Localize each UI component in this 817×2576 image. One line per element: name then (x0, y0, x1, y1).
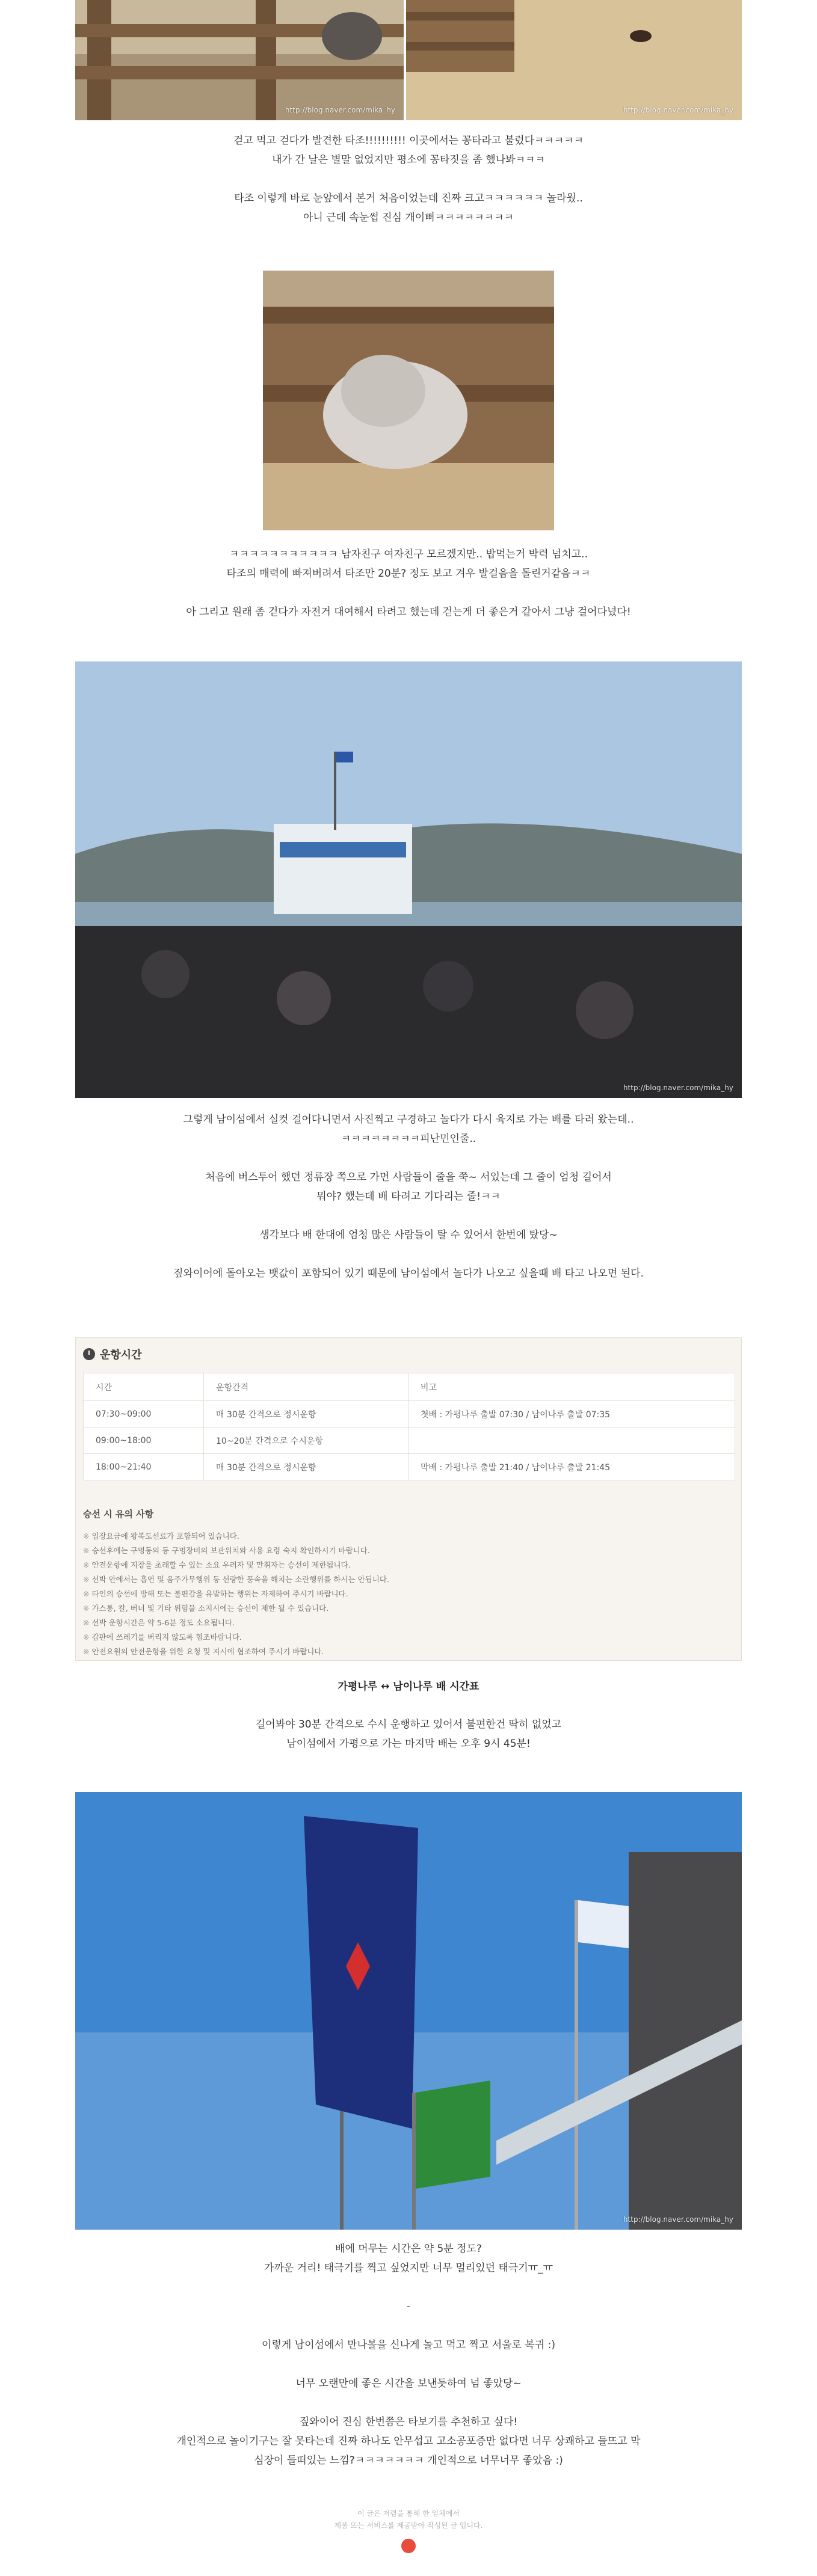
photo-ostrich-fence (75, 0, 404, 120)
clock-icon (83, 1348, 95, 1360)
list-item: ※ 안전요원의 안전운항을 위한 요청 및 지시에 협조하여 주시기 바랍니다. (83, 1645, 727, 1659)
text-paragraph-4: 길어봐야 30분 간격으로 수시 운행하고 있어서 불편한건 딱히 없었고 남이섬에서 가평으로 가는 마지막 배는 오후 9시 45분! (255, 1719, 562, 1750)
table-row: 18:00~21:40 매 30분 간격으로 정시운항 막배 : 가평나루 출발 21:40 / 남이나루 출발 21:45 (84, 1454, 735, 1480)
watermark: http://blog.naver.com/mika_hy (623, 106, 733, 114)
text-paragraph-2: ㅋㅋㅋㅋㅋㅋㅋㅋㅋㅋㅋ 남자친구 여자친구 모르겠지만.. 밥먹는거 박력 넘치고.. 타조의 매력에 빠져버려서 타조만 20분? 정도 보고 겨우 발걸음을 돌린거같음ㅋㅋ 아 그리고 원래 좀 걷다가 자전거 대여해서 타려고 했는데 걷는게 더 좋은거 같아서 그냥 걸어다녔다! (186, 548, 631, 618)
photo-ostrich-close (263, 271, 554, 530)
disclosure-footer: 이 글은 저렴을 통해 한 일체에서 제품 또는 서비스를 제공받아 작성된 글 입니다. (334, 2509, 483, 2530)
list-item: ※ 선박 안에서는 흡연 및 음주가무행위 등 선량한 풍속을 해치는 소란행위를 하시는 안됩니다. (83, 1572, 727, 1587)
schedule-table (83, 1373, 735, 1480)
table-row: 09:00~18:00 10~20분 간격으로 수시운항 (84, 1428, 735, 1454)
list-item: ※ 타인의 승선에 방해 또는 불편감을 유발하는 행위는 자제하여 주시기 바랍니다. (83, 1587, 727, 1601)
text-paragraph-1: 걷고 먹고 걷다가 발견한 타조!!!!!!!!!! 이곳에서는 꽁타라고 불렀다ㅋㅋㅋㅋㅋ 내가 간 날은 별말 없었지만 평소에 꽁타짓을 좀 했나봐ㅋㅋㅋ 타조 이렇게 바로 눈앞에서 본거 처음이었는데 진짜 크고ㅋㅋㅋㅋㅋㅋ 놀라웠.. 아니 근데 속눈썹 진심 개이뻐ㅋㅋㅋㅋㅋㅋㅋㅋ (233, 135, 584, 224)
photo-feed-grain (406, 0, 742, 120)
sponsor-badge-icon (401, 2539, 416, 2553)
photo-flags (75, 1792, 742, 2230)
list-item: ※ 안전운항에 지장을 초래할 수 있는 소요 우려자 및 만취자는 승선이 제한됩니다. (83, 1558, 727, 1572)
list-item: ※ 갑판에 쓰레기를 버리지 않도록 협조바랍니다. (83, 1630, 727, 1645)
watermark: http://blog.naver.com/mika_hy (623, 2215, 733, 2224)
table-header-row: 시간 운항간격 비고 (84, 1373, 735, 1401)
table-row: 07:30~09:00 매 30분 간격으로 정시운항 첫배 : 가평나루 출발 07:30 / 남이나루 출발 07:35 (84, 1401, 735, 1428)
notes-title: 승선 시 유의 사항 (83, 1509, 154, 1520)
watermark: http://blog.naver.com/mika_hy (623, 1084, 733, 1092)
schedule-caption: 가평나루 ↔ 남이나루 배 시간표 (338, 1681, 479, 1693)
watermark: http://blog.naver.com/mika_hy (285, 106, 395, 114)
text-paragraph-5: 배에 머무는 시간은 약 5분 정도? 가까운 거리! 태극기를 찍고 싶었지만 너무 멀리있던 태극기ㅠ_ㅠ - 이렇게 남이섬에서 만나볼을 신나게 놀고 먹고 찍고 서울로 복귀 :) 너무 오랜만에 좋은 시간을 보낸듯하여 넘 좋았당~ 짚와이어 진심 한번쯤은 타보기를 추천하고 싶다! 개인적으로 놀이기구는 잘 못타는데 진짜 하나도 안무섭고 고소공포증만 없다면 너무 상쾌하고 들뜨고 막 심장이 들떠있는 느낌?ㅋㅋㅋㅋㅋㅋㅋ 개인적으로 너무너무 좋았음 :) (176, 2243, 641, 2467)
schedule-title: 운항시간 (83, 1346, 142, 1362)
schedule-panel (75, 1337, 742, 1661)
list-item: ※ 선박 운항시간은 약 5-6분 정도 소요됩니다. (83, 1616, 727, 1630)
text-paragraph-3: 그렇게 남이섬에서 실컷 걸어다니면서 사진찍고 구경하고 놀다가 다시 육지로 가는 배를 타러 왔는데.. ㅋㅋㅋㅋㅋㅋㅋㅋ피난민인줄.. 처음에 버스투어 했던 정류장 쪽으로 가면 사람들이 줄을 쭉~ 서있는데 그 줄이 엄청 길어서 뭐야? 했는데 배 타려고 기다리는 줄!ㅋㅋ 생각보다 배 한대에 엄청 많은 사람들이 탈 수 있어서 한번에 탔당~ 짚와이어에 돌아오는 뱃값이 포함되어 있기 때문에 남이섬에서 놀다가 나오고 싶을때 배 타고 나오면 된다. (173, 1114, 644, 1280)
list-item: ※ 승선후에는 구명동의 등 구명장비의 보관위치와 사용 요령 숙지 확인하시기 바랍니다. (83, 1544, 727, 1558)
photo-ferry-crowd (75, 661, 742, 1098)
list-item: ※ 입장요금에 왕복도선료가 포함되어 있습니다. (83, 1529, 727, 1544)
notes-list (83, 1529, 727, 1659)
list-item: ※ 가스통, 칼, 버너 및 기타 위험물 소지시에는 승선이 제한 될 수 있습니다. (83, 1601, 727, 1616)
